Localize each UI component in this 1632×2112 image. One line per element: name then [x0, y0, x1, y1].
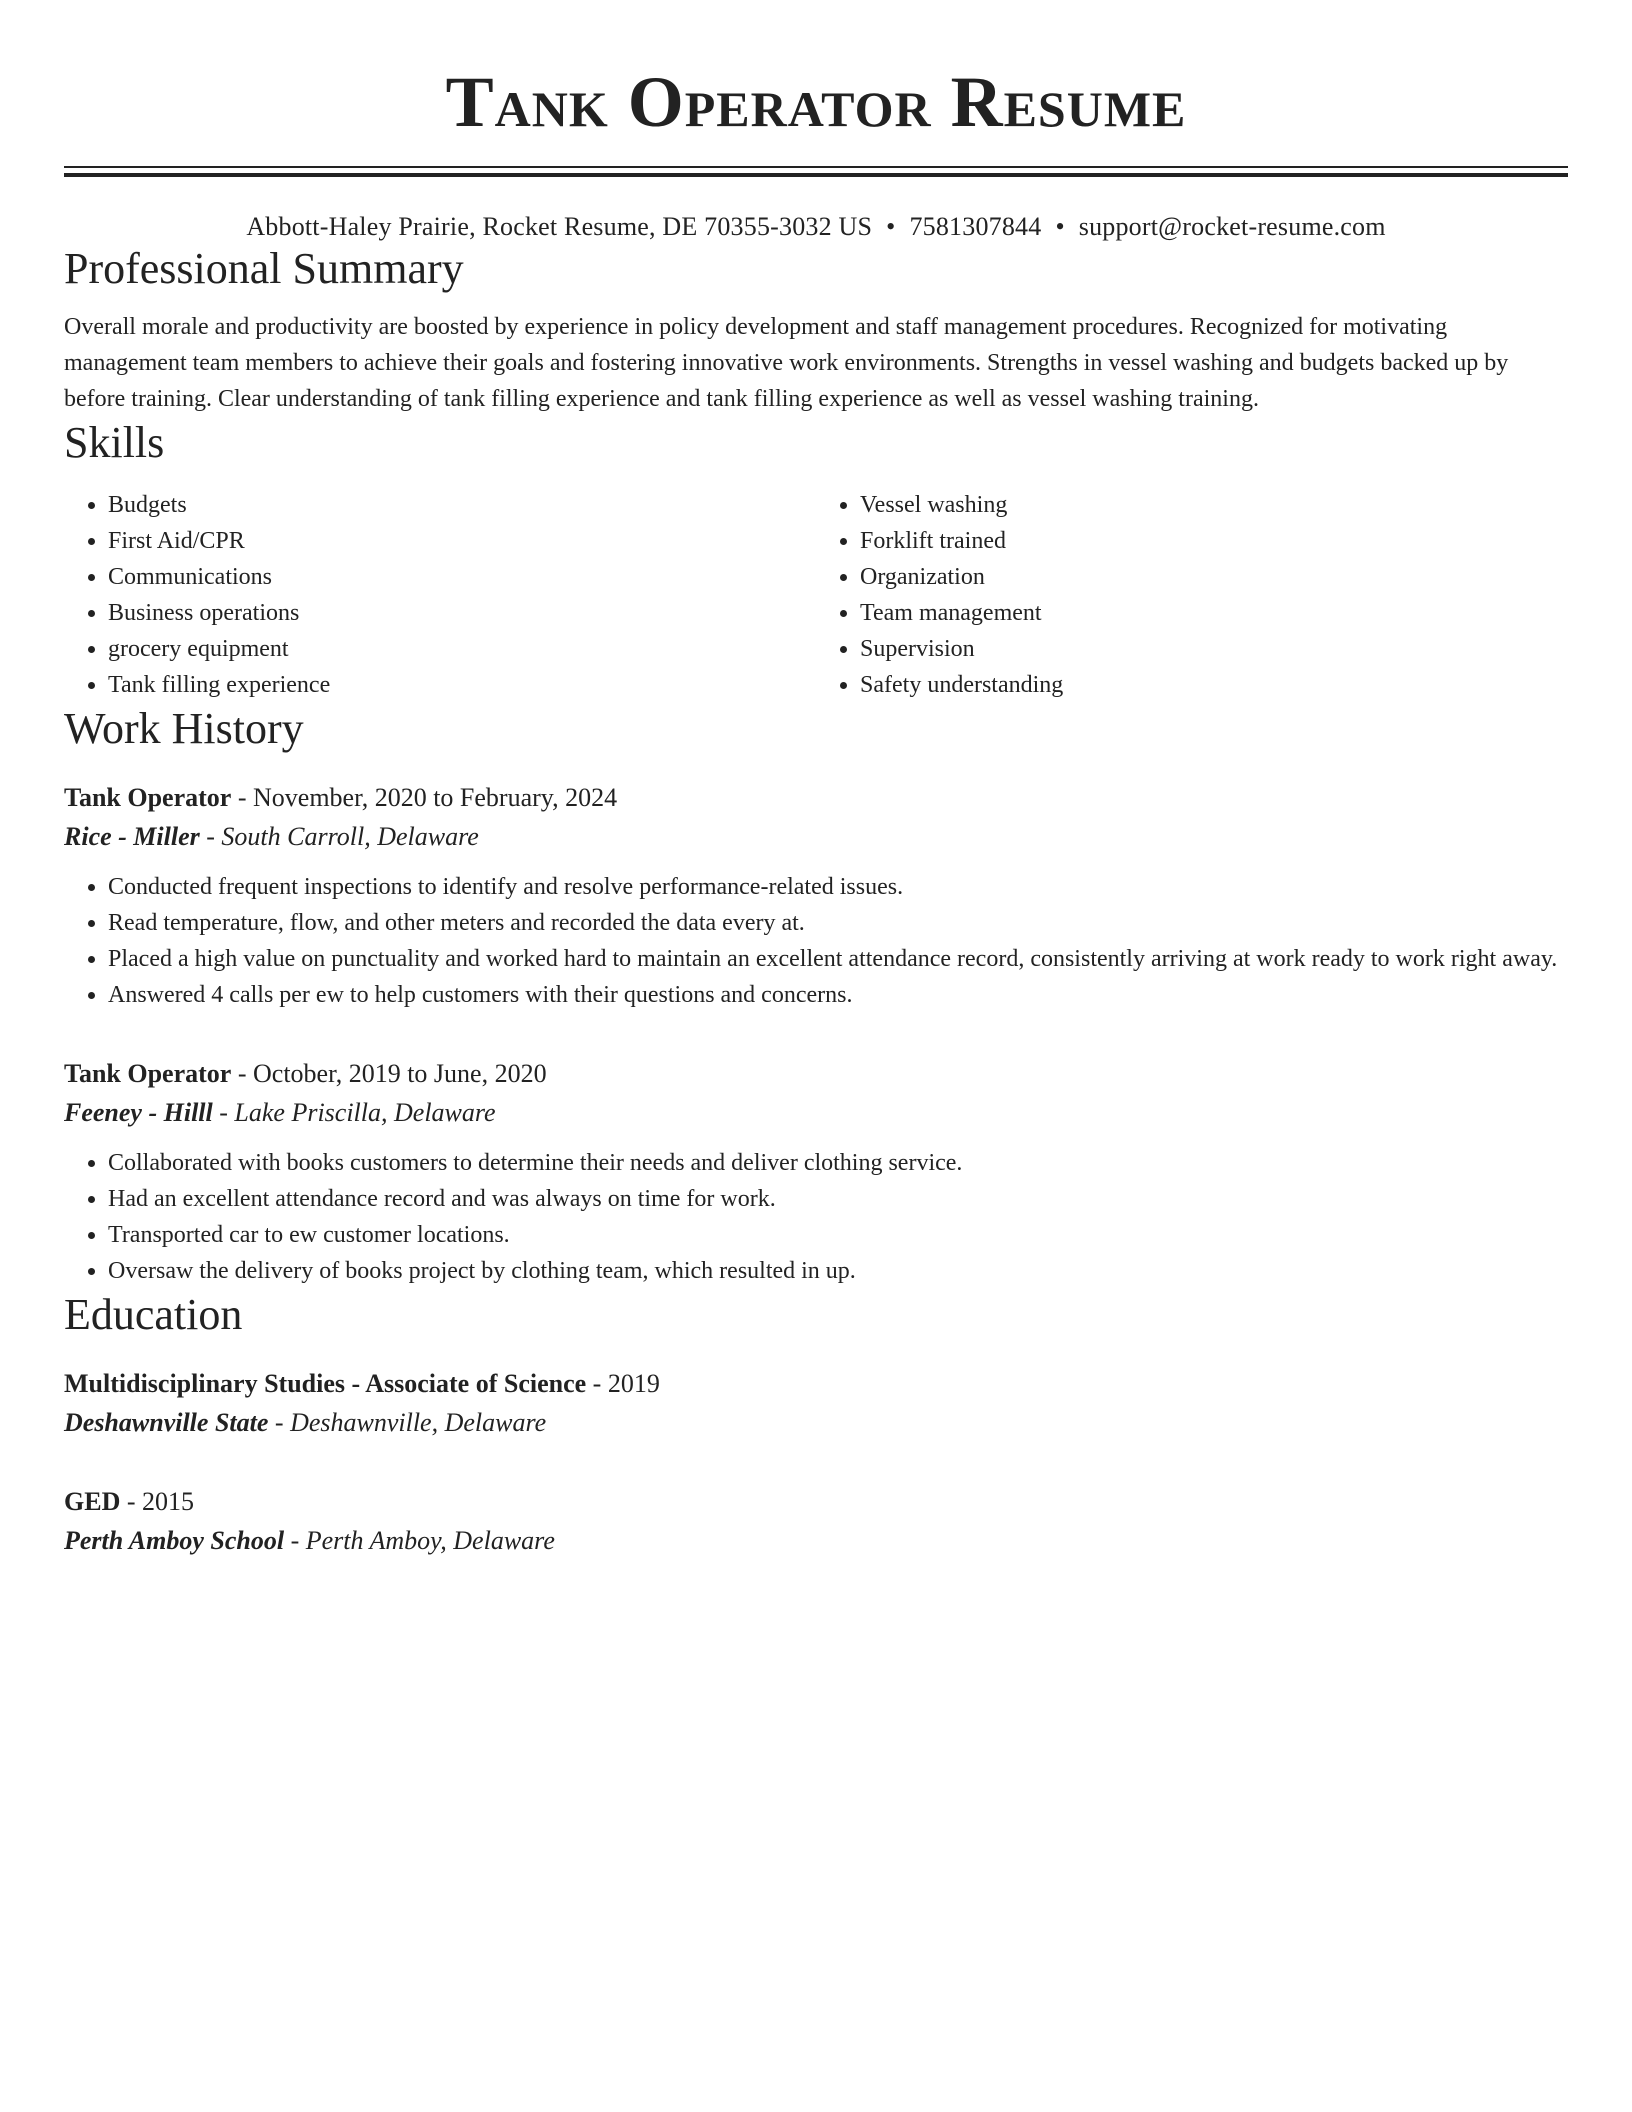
job-location: - South Carroll, Delaware	[199, 822, 479, 851]
job-bullet: • Had an excellent attendance record and was always on time for work.	[108, 1181, 1568, 1217]
job-bullet: • Answered 4 calls per ew to help customers with their questions and concerns.	[108, 977, 1568, 1013]
skill-item: • Vessel washing	[860, 487, 1568, 523]
contact-separator: •	[1055, 212, 1065, 241]
skills-list-left	[64, 487, 816, 703]
job-company: Feeney - Hilll	[64, 1098, 213, 1127]
education-heading: Education	[64, 1290, 243, 1339]
contact-separator: •	[886, 212, 896, 241]
job-bullet: • Oversaw the delivery of books project by clothing team, which resulted in up.	[108, 1253, 1568, 1289]
job-bullet: • Placed a high value on punctuality and worked hard to maintain an excellent attendance record, consistently arriving at work ready to work right away.	[108, 941, 1568, 977]
title-divider	[64, 166, 1568, 177]
skills-columns	[64, 487, 1568, 703]
skill-item: • Team management	[860, 595, 1568, 631]
education-school: Deshawnville State	[64, 1408, 269, 1437]
job-bullet: • Transported car to ew customer locations.	[108, 1217, 1568, 1253]
job-entry	[64, 779, 1568, 1013]
education-year: - 2015	[120, 1487, 195, 1516]
education-school-line	[64, 1521, 1568, 1561]
contact-address: Abbott-Haley Prairie, Rocket Resume, DE 70355-3032 US	[246, 212, 873, 241]
job-employer-line	[64, 1093, 1568, 1133]
skill-item: • grocery equipment	[108, 631, 816, 667]
skill-item: • Safety understanding	[860, 667, 1568, 703]
education-degree: Multidisciplinary Studies - Associate of Science	[64, 1369, 587, 1398]
job-bullet: • Collaborated with books customers to determine their needs and deliver clothing service.	[108, 1145, 1568, 1181]
skill-item: • Supervision	[860, 631, 1568, 667]
job-dates: - October, 2019 to June, 2020	[231, 1059, 547, 1088]
skill-item: • Organization	[860, 559, 1568, 595]
skill-item: • Tank filling experience	[108, 667, 816, 703]
summary-text: Overall morale and productivity are boosted by experience in policy development and staff management procedures. Recognized for motivating management team members to achieve their goals and fostering innovative work environments. Strengths in vessel washing and budgets backed up by before training. Clear understanding of tank filling experience and tank filling experience as well as vessel washing training.	[64, 314, 1509, 412]
work-history-heading: Work History	[64, 704, 304, 753]
job-employer-line	[64, 817, 1568, 857]
education-year: - 2019	[586, 1369, 660, 1398]
job-location: - Lake Priscilla, Delaware	[212, 1098, 496, 1127]
education-degree: GED	[64, 1487, 121, 1516]
job-entry	[64, 1055, 1568, 1289]
education-entry	[64, 1483, 1568, 1561]
education-school: Perth Amboy School	[64, 1526, 285, 1555]
education-school-line	[64, 1403, 1568, 1443]
job-title: Tank Operator	[64, 783, 232, 812]
skill-item: • Budgets	[108, 487, 816, 523]
job-company: Rice - Miller	[64, 822, 200, 851]
job-bullet: • Conducted frequent inspections to identify and resolve performance-related issues.	[108, 869, 1568, 905]
contact-phone: 7581307844	[909, 212, 1042, 241]
skill-item: • Communications	[108, 559, 816, 595]
skill-item: • First Aid/CPR	[108, 523, 816, 559]
job-title-line	[64, 779, 1568, 817]
education-location: - Perth Amboy, Delaware	[284, 1526, 555, 1555]
job-title: Tank Operator	[64, 1059, 232, 1088]
job-bullet: • Read temperature, flow, and other meters and recorded the data every at.	[108, 905, 1568, 941]
job-dates: - November, 2020 to February, 2024	[231, 783, 618, 812]
job-bullets	[64, 869, 1568, 1013]
education-location: - Deshawnville, Delaware	[268, 1408, 547, 1437]
skill-item: • Business operations	[108, 595, 816, 631]
job-title-line	[64, 1055, 1568, 1093]
education-entry	[64, 1365, 1568, 1443]
job-bullets	[64, 1145, 1568, 1289]
skill-item: • Forklift trained	[860, 523, 1568, 559]
contact-line	[64, 211, 1568, 243]
contact-email: support@rocket-resume.com	[1078, 212, 1386, 241]
skills-list-right	[816, 487, 1568, 703]
education-degree-line	[64, 1365, 1568, 1403]
resume-title: Tank Operator Resume	[445, 62, 1187, 142]
summary-heading: Professional Summary	[64, 244, 464, 293]
education-degree-line	[64, 1483, 1568, 1521]
skills-heading: Skills	[64, 418, 165, 467]
